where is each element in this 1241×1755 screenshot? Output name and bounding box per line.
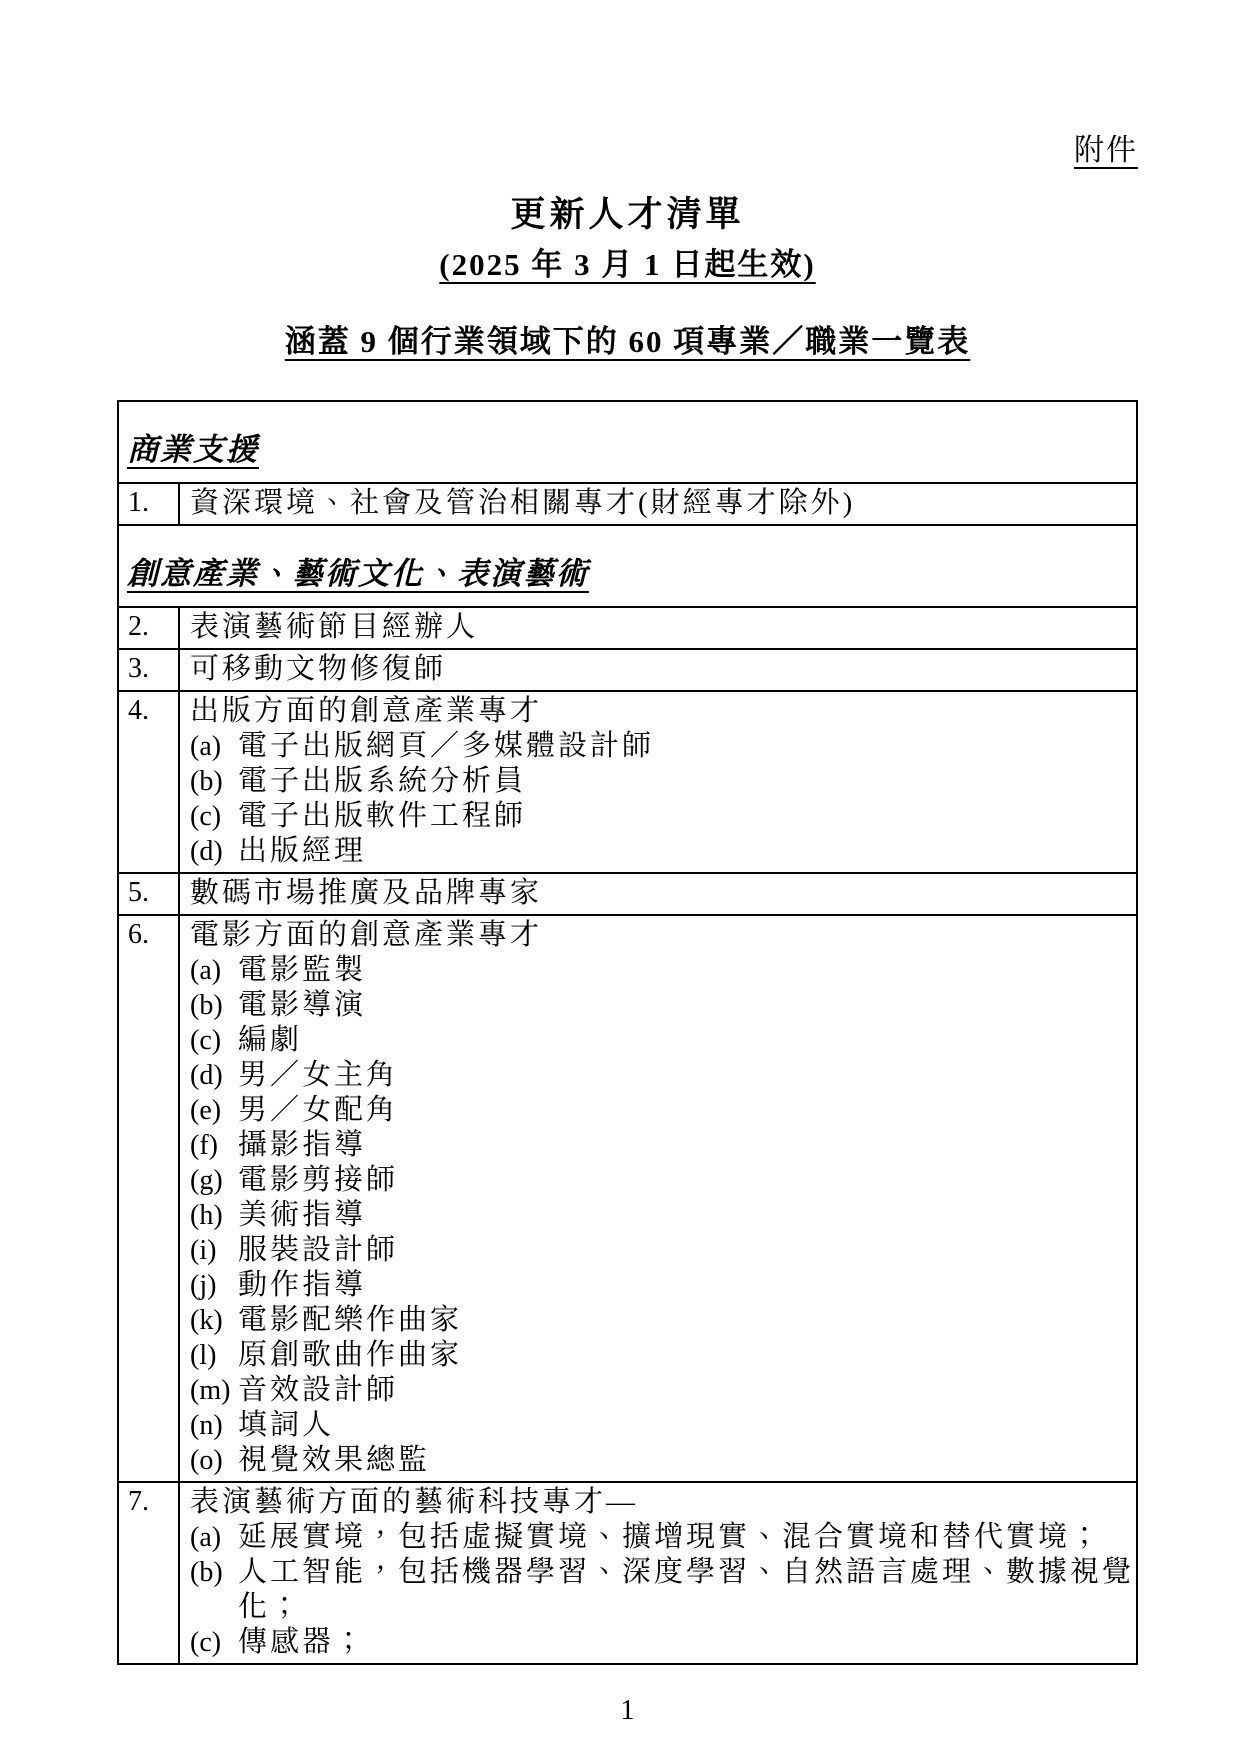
subitem-text: 編劇 — [238, 1024, 303, 1056]
row-body — [180, 1483, 1136, 1663]
subitem-label: (b) — [190, 766, 223, 797]
subitem-line — [190, 1233, 1134, 1268]
subitem-label: (a) — [190, 731, 222, 762]
subitem-line — [190, 1373, 1134, 1408]
subitem-label: (o) — [190, 1445, 223, 1476]
subitem-line — [190, 1163, 1134, 1198]
table-row — [119, 1481, 1136, 1663]
row-title: 數碼市場推廣及品牌專家 — [190, 877, 543, 909]
row-body — [180, 916, 1136, 1481]
table-row — [119, 872, 1136, 914]
subitem-line — [190, 1268, 1134, 1303]
row-body — [180, 650, 1136, 690]
subitem-line — [190, 1338, 1134, 1373]
subitem-label: (l) — [190, 1340, 217, 1371]
subitem-text: 原創歌曲作曲家 — [238, 1339, 463, 1371]
subitem-line — [190, 1408, 1134, 1443]
document-content — [117, 0, 1138, 1665]
subitem-line — [190, 1058, 1134, 1093]
row-title: 電影方面的創意產業專才 — [190, 919, 543, 951]
subitem-line — [190, 799, 1134, 834]
row-title: 資深環境、社會及管治相關專才(財經專才除外) — [190, 487, 856, 519]
row-number: 3. — [119, 650, 180, 690]
subitem-label: (d) — [190, 836, 223, 867]
subitem-label: (g) — [190, 1165, 223, 1196]
list-heading: 涵蓋 9 個行業領域下的 60 項專業／職業一覽表 — [284, 324, 971, 359]
row-number: 7. — [119, 1483, 180, 1663]
table-row — [119, 606, 1136, 648]
section-header-row — [119, 402, 1136, 482]
subitem-text: 電影監製 — [238, 954, 367, 986]
subitem-line — [190, 1443, 1134, 1478]
subitem-line — [190, 1303, 1134, 1338]
subitem-line — [190, 1093, 1134, 1128]
subitem-text: 傳感器； — [238, 1626, 367, 1658]
attachment-label: 附件 — [1074, 134, 1138, 167]
subitem-line — [190, 729, 1134, 764]
subitem-label: (c) — [190, 1627, 222, 1658]
row-number: 4. — [119, 692, 180, 872]
subitem-label: (m) — [190, 1375, 231, 1406]
subitem-line — [190, 1198, 1134, 1233]
subitem-line — [190, 1128, 1134, 1163]
section-header-row — [119, 524, 1136, 606]
row-body — [180, 874, 1136, 914]
subitem-line — [190, 1625, 1134, 1660]
subitem-text: 電影剪接師 — [238, 1164, 399, 1196]
page-subtitle: (2025 年 3 月 1 日起生效) — [439, 247, 816, 282]
row-body — [180, 608, 1136, 648]
subitem-line — [190, 988, 1134, 1023]
subitem-text: 電影導演 — [238, 989, 367, 1021]
subitem-text: 服裝設計師 — [238, 1234, 399, 1266]
subitem-line — [190, 953, 1134, 988]
page-title: 更新人才清單 — [510, 195, 745, 234]
row-body — [180, 484, 1136, 524]
subitem-text: 男／女配角 — [238, 1094, 399, 1126]
subitem-label: (d) — [190, 1060, 223, 1091]
section-header-label: 創意產業、藝術文化、表演藝術 — [127, 556, 589, 591]
subitem-label: (b) — [190, 990, 223, 1021]
subitem-line — [190, 1555, 1134, 1625]
subitem-label: (c) — [190, 1025, 222, 1056]
subitem-label: (b) — [190, 1557, 223, 1588]
table-row — [119, 914, 1136, 1481]
subitem-label: (j) — [190, 1270, 217, 1301]
subitem-text: 電子出版系統分析員 — [238, 765, 527, 797]
subitem-text: 出版經理 — [238, 835, 367, 867]
subitem-text: 電子出版軟件工程師 — [238, 800, 527, 832]
subitem-text: 美術指導 — [238, 1199, 367, 1231]
row-number: 6. — [119, 916, 180, 1481]
row-number: 1. — [119, 484, 180, 524]
subitem-label: (n) — [190, 1410, 223, 1441]
subitem-label: (f) — [190, 1130, 218, 1161]
subitem-label: (i) — [190, 1235, 217, 1266]
talent-table — [117, 400, 1138, 1665]
subitem-text: 音效設計師 — [238, 1374, 399, 1406]
row-number: 5. — [119, 874, 180, 914]
subitem-text: 人工智能，包括機器學習、深度學習、自然語言處理、數據視覺化； — [238, 1556, 1135, 1623]
subitem-text: 填詞人 — [238, 1409, 335, 1441]
section-header-label: 商業支援 — [127, 432, 259, 467]
row-number: 2. — [119, 608, 180, 648]
subitem-text: 攝影指導 — [238, 1129, 367, 1161]
table-row — [119, 648, 1136, 690]
table-row — [119, 690, 1136, 872]
row-title: 出版方面的創意產業專才 — [190, 695, 543, 727]
subitem-label: (e) — [190, 1095, 222, 1126]
subitem-line — [190, 764, 1134, 799]
row-title: 表演藝術節目經辦人 — [190, 611, 479, 643]
subitem-label: (k) — [190, 1305, 223, 1336]
subitem-label: (h) — [190, 1200, 223, 1231]
row-body — [180, 692, 1136, 872]
subitem-text: 延展實境，包括虛擬實境、擴增現實、混合實境和替代實境； — [238, 1521, 1103, 1553]
subitem-text: 電影配樂作曲家 — [238, 1304, 463, 1336]
row-title: 表演藝術方面的藝術科技專才— — [190, 1486, 639, 1518]
subitem-text: 電子出版網頁／多媒體設計師 — [238, 730, 655, 762]
table-row — [119, 482, 1136, 524]
subitem-text: 動作指導 — [238, 1269, 367, 1301]
page-number: 1 — [620, 1695, 635, 1726]
subitem-label: (a) — [190, 1522, 222, 1553]
attachment-line — [117, 125, 1138, 169]
subitem-text: 男／女主角 — [238, 1059, 399, 1091]
subitem-line — [190, 1520, 1134, 1555]
subitem-label: (a) — [190, 955, 222, 986]
subitem-label: (c) — [190, 801, 222, 832]
row-title: 可移動文物修復師 — [190, 653, 447, 685]
subitem-text: 視覺效果總監 — [238, 1444, 431, 1476]
subitem-line — [190, 834, 1134, 869]
subitem-line — [190, 1023, 1134, 1058]
